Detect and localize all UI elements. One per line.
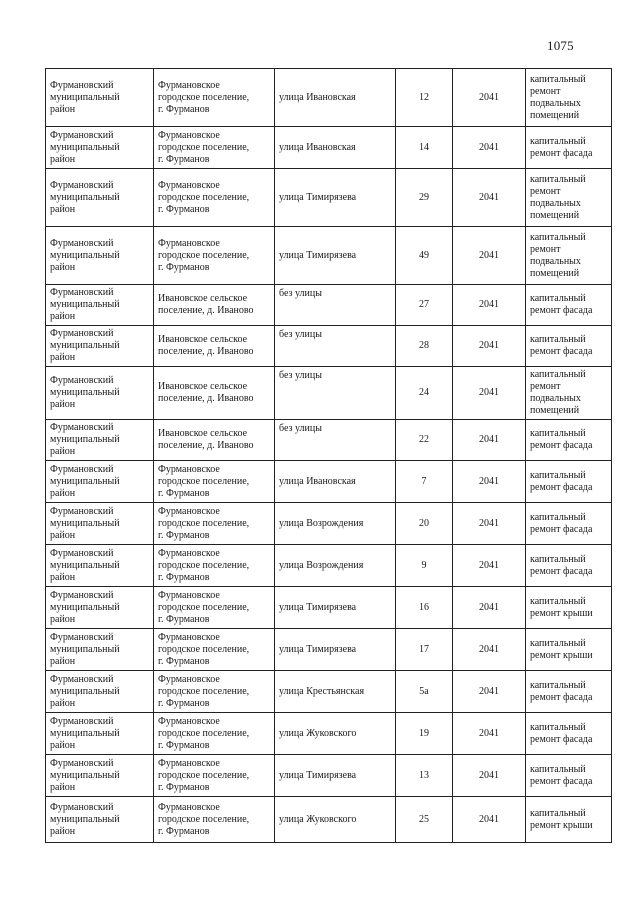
house-text: 25 (419, 813, 429, 825)
cell-work (526, 545, 612, 587)
cell-district (46, 461, 154, 503)
cell-settlement (154, 671, 275, 713)
house-text: 9 (421, 559, 427, 571)
year-text: 2041 (479, 643, 499, 655)
cell-street (275, 69, 396, 127)
cell-street (275, 227, 396, 285)
work-text: капитальный ремонт крыши (530, 595, 593, 619)
cell-house (396, 420, 453, 461)
cell-house (396, 367, 453, 420)
work-text: капитальный ремонт фасада (530, 135, 593, 159)
cell-street (275, 797, 396, 843)
house-text: 16 (419, 601, 429, 613)
district-text: Фурмановский муниципальный район (50, 79, 120, 115)
cell-house (396, 227, 453, 285)
house-text: 20 (419, 517, 429, 529)
street-text: улица Ивановская (279, 475, 356, 487)
cell-street (275, 755, 396, 797)
settlement-text: Ивановское сельское поселение, д. Иваново (158, 334, 254, 357)
street-text: без улицы (279, 288, 322, 299)
cell-work (526, 797, 612, 843)
cell-house (396, 326, 453, 367)
year-text: 2041 (479, 141, 499, 153)
cell-district (46, 326, 154, 367)
district-text: Фурмановский муниципальный район (50, 328, 120, 363)
cell-year (453, 227, 526, 285)
cell-work (526, 326, 612, 367)
table-row (46, 169, 612, 227)
district-text: Фурмановский муниципальный район (50, 547, 120, 583)
street-text: улица Ивановская (279, 141, 356, 153)
settlement-text: Фурмановское городское поселение, г. Фурманов (158, 463, 250, 499)
year-text: 2041 (479, 340, 499, 351)
district-text: Фурмановский муниципальный район (50, 505, 120, 541)
table-row (46, 713, 612, 755)
cell-district (46, 713, 154, 755)
work-text: капитальный ремонт крыши (530, 807, 593, 831)
settlement-text: Фурмановское городское поселение, г. Фурманов (158, 673, 250, 709)
settlement-text: Фурмановское городское поселение, г. Фурманов (158, 129, 250, 165)
work-text: капитальный ремонт подвальных помещений (530, 173, 586, 221)
street-text: без улицы (279, 329, 322, 340)
cell-year (453, 545, 526, 587)
cell-work (526, 367, 612, 420)
district-text: Фурмановский муниципальный район (50, 422, 120, 457)
table-body (46, 69, 612, 843)
table-row (46, 285, 612, 326)
year-text: 2041 (479, 813, 499, 825)
cell-house (396, 671, 453, 713)
cell-settlement (154, 367, 275, 420)
settlement-text: Ивановское сельское поселение, д. Иваново (158, 428, 254, 451)
cell-house (396, 713, 453, 755)
table-row (46, 127, 612, 169)
table-row (46, 671, 612, 713)
work-text: капитальный ремонт крыши (530, 637, 593, 661)
district-text: Фурмановский муниципальный район (50, 463, 120, 499)
street-text: улица Тимирязева (279, 643, 357, 655)
repair-schedule-table (45, 68, 612, 843)
cell-work (526, 420, 612, 461)
cell-street (275, 629, 396, 671)
year-text: 2041 (479, 91, 499, 103)
cell-street (275, 127, 396, 169)
cell-settlement (154, 797, 275, 843)
house-text: 17 (419, 643, 429, 655)
street-text: улица Жуковского (279, 727, 357, 739)
settlement-text: Фурмановское городское поселение, г. Фурманов (158, 801, 250, 837)
settlement-text: Ивановское сельское поселение, д. Иваново (158, 293, 254, 316)
house-text: 13 (419, 769, 429, 781)
cell-settlement (154, 227, 275, 285)
cell-district (46, 587, 154, 629)
settlement-text: Фурмановское городское поселение, г. Фурманов (158, 715, 250, 751)
cell-settlement (154, 713, 275, 755)
house-text: 19 (419, 727, 429, 739)
cell-year (453, 326, 526, 367)
cell-year (453, 367, 526, 420)
cell-year (453, 127, 526, 169)
cell-year (453, 587, 526, 629)
cell-year (453, 461, 526, 503)
district-text: Фурмановский муниципальный район (50, 179, 120, 215)
table-row (46, 326, 612, 367)
table-row (46, 587, 612, 629)
settlement-text: Фурмановское городское поселение, г. Фурманов (158, 79, 250, 115)
cell-house (396, 169, 453, 227)
settlement-text: Фурмановское городское поселение, г. Фурманов (158, 237, 250, 273)
settlement-text: Фурмановское городское поселение, г. Фурманов (158, 757, 250, 793)
cell-street (275, 713, 396, 755)
year-text: 2041 (479, 191, 499, 203)
table-row (46, 227, 612, 285)
work-text: капитальный ремонт фасада (530, 293, 593, 316)
work-text: капитальный ремонт фасада (530, 334, 593, 357)
settlement-text: Фурмановское городское поселение, г. Фурманов (158, 589, 250, 625)
cell-settlement (154, 285, 275, 326)
house-text: 12 (419, 91, 429, 103)
house-text: 24 (419, 387, 429, 398)
settlement-text: Фурмановское городское поселение, г. Фурманов (158, 631, 250, 667)
cell-settlement (154, 587, 275, 629)
work-text: капитальный ремонт фасада (530, 428, 593, 451)
street-text: улица Ивановская (279, 91, 356, 103)
cell-settlement (154, 545, 275, 587)
cell-settlement (154, 755, 275, 797)
house-text: 22 (419, 434, 429, 445)
cell-year (453, 169, 526, 227)
district-text: Фурмановский муниципальный район (50, 287, 120, 322)
cell-work (526, 69, 612, 127)
cell-year (453, 797, 526, 843)
street-text: улица Тимирязева (279, 769, 357, 781)
work-text: капитальный ремонт фасада (530, 679, 593, 703)
street-text: без улицы (279, 370, 322, 381)
cell-settlement (154, 169, 275, 227)
settlement-text: Фурмановское городское поселение, г. Фурманов (158, 505, 250, 541)
cell-year (453, 755, 526, 797)
cell-street (275, 169, 396, 227)
cell-district (46, 503, 154, 545)
street-text: улица Жуковского (279, 813, 357, 825)
cell-work (526, 671, 612, 713)
cell-settlement (154, 127, 275, 169)
cell-work (526, 227, 612, 285)
cell-street (275, 326, 396, 367)
year-text: 2041 (479, 475, 499, 487)
cell-work (526, 461, 612, 503)
work-text: капитальный ремонт фасада (530, 763, 593, 787)
year-text: 2041 (479, 685, 499, 697)
cell-work (526, 169, 612, 227)
house-text: 14 (419, 141, 429, 153)
cell-work (526, 713, 612, 755)
year-text: 2041 (479, 299, 499, 310)
table-row (46, 461, 612, 503)
cell-street (275, 503, 396, 545)
house-text: 27 (419, 299, 429, 310)
cell-street (275, 671, 396, 713)
cell-work (526, 629, 612, 671)
cell-work (526, 587, 612, 629)
cell-house (396, 755, 453, 797)
cell-settlement (154, 461, 275, 503)
year-text: 2041 (479, 769, 499, 781)
work-text: капитальный ремонт фасада (530, 469, 593, 493)
table-row (46, 797, 612, 843)
district-text: Фурмановский муниципальный район (50, 757, 120, 793)
cell-year (453, 713, 526, 755)
year-text: 2041 (479, 387, 499, 398)
cell-house (396, 797, 453, 843)
house-text: 49 (419, 249, 429, 261)
work-text: капитальный ремонт подвальных помещений (530, 231, 586, 279)
cell-work (526, 127, 612, 169)
settlement-text: Фурмановское городское поселение, г. Фурманов (158, 547, 250, 583)
table-row (46, 69, 612, 127)
cell-settlement (154, 69, 275, 127)
district-text: Фурмановский муниципальный район (50, 129, 120, 165)
district-text: Фурмановский муниципальный район (50, 631, 120, 667)
year-text: 2041 (479, 249, 499, 261)
year-text: 2041 (479, 517, 499, 529)
cell-street (275, 461, 396, 503)
cell-district (46, 127, 154, 169)
work-text: капитальный ремонт подвальных помещений (530, 369, 586, 416)
cell-work (526, 285, 612, 326)
district-text: Фурмановский муниципальный район (50, 673, 120, 709)
district-text: Фурмановский муниципальный район (50, 589, 120, 625)
cell-street (275, 285, 396, 326)
street-text: улица Возрождения (279, 517, 364, 529)
district-text: Фурмановский муниципальный район (50, 375, 120, 410)
cell-house (396, 285, 453, 326)
cell-district (46, 169, 154, 227)
cell-settlement (154, 420, 275, 461)
cell-year (453, 69, 526, 127)
street-text: улица Тимирязева (279, 601, 357, 613)
house-text: 28 (419, 340, 429, 351)
cell-district (46, 227, 154, 285)
cell-district (46, 755, 154, 797)
cell-work (526, 755, 612, 797)
table-row (46, 545, 612, 587)
cell-year (453, 671, 526, 713)
year-text: 2041 (479, 559, 499, 571)
cell-house (396, 587, 453, 629)
settlement-text: Ивановское сельское поселение, д. Иваново (158, 381, 254, 404)
table-row (46, 367, 612, 420)
street-text: без улицы (279, 423, 322, 434)
district-text: Фурмановский муниципальный район (50, 715, 120, 751)
cell-district (46, 420, 154, 461)
cell-street (275, 367, 396, 420)
cell-district (46, 367, 154, 420)
street-text: улица Возрождения (279, 559, 364, 571)
cell-house (396, 503, 453, 545)
cell-house (396, 127, 453, 169)
district-text: Фурмановский муниципальный район (50, 237, 120, 273)
street-text: улица Тимирязева (279, 249, 357, 261)
cell-district (46, 69, 154, 127)
work-text: капитальный ремонт фасада (530, 511, 593, 535)
table-row (46, 503, 612, 545)
cell-street (275, 545, 396, 587)
cell-settlement (154, 503, 275, 545)
cell-year (453, 420, 526, 461)
year-text: 2041 (479, 601, 499, 613)
cell-settlement (154, 326, 275, 367)
cell-house (396, 69, 453, 127)
street-text: улица Тимирязева (279, 191, 357, 203)
table-row (46, 755, 612, 797)
cell-work (526, 503, 612, 545)
work-text: капитальный ремонт подвальных помещений (530, 73, 586, 121)
cell-district (46, 285, 154, 326)
cell-district (46, 629, 154, 671)
work-text: капитальный ремонт фасада (530, 721, 593, 745)
cell-year (453, 285, 526, 326)
table-row (46, 420, 612, 461)
page-number: 1075 (547, 38, 574, 53)
work-text: капитальный ремонт фасада (530, 553, 593, 577)
house-text: 7 (421, 475, 427, 487)
cell-year (453, 629, 526, 671)
year-text: 2041 (479, 434, 499, 445)
cell-house (396, 545, 453, 587)
settlement-text: Фурмановское городское поселение, г. Фурманов (158, 179, 250, 215)
cell-house (396, 629, 453, 671)
cell-district (46, 797, 154, 843)
cell-house (396, 461, 453, 503)
cell-year (453, 503, 526, 545)
cell-street (275, 587, 396, 629)
cell-district (46, 545, 154, 587)
house-text: 29 (419, 191, 429, 203)
house-text: 5а (419, 685, 429, 697)
cell-settlement (154, 629, 275, 671)
district-text: Фурмановский муниципальный район (50, 801, 120, 837)
year-text: 2041 (479, 727, 499, 739)
cell-district (46, 671, 154, 713)
street-text: улица Крестьянская (279, 685, 365, 697)
table-row (46, 629, 612, 671)
cell-street (275, 420, 396, 461)
